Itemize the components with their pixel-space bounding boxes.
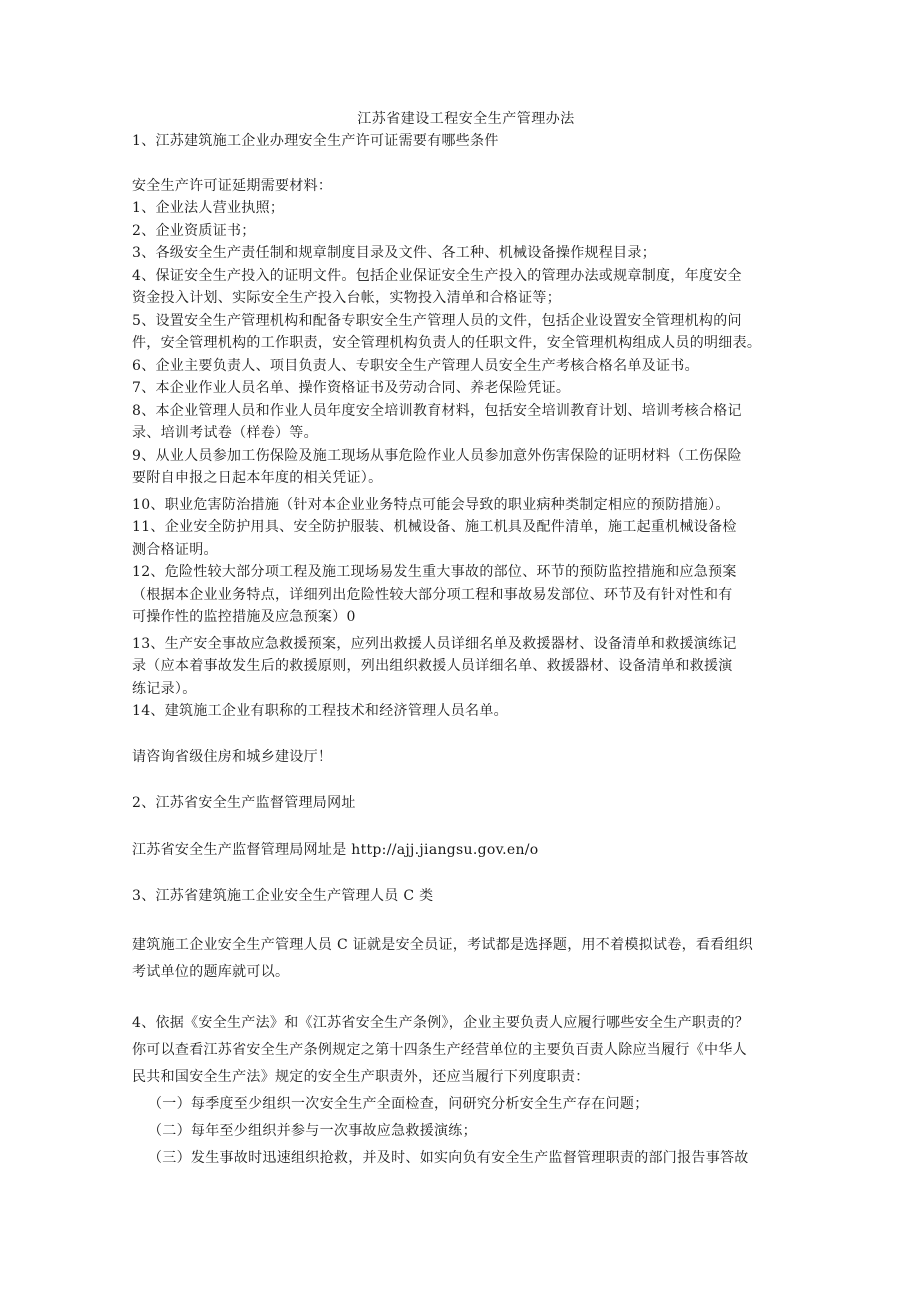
spacer [132, 723, 800, 746]
spacer [132, 986, 800, 1010]
list-item-line: 5、设置安全生产管理机构和配备专职安全生产管理人员的文件，包括企业设置安全管理机构的问 [132, 312, 742, 329]
list-item [132, 220, 800, 243]
list-item [132, 516, 800, 561]
list-item-line: 测合格证明。 [132, 541, 218, 558]
list-item-line: 4、保证安全生产投入的证明文件。包括企业保证安全生产投入的管理办法或规章制度，年度安全 [132, 267, 742, 284]
list-item-line: 13、生产安全事故应急救援预案，应列出救援人员详细名单及救援器材、设备清单和救援演练记 [132, 635, 737, 652]
list-item [132, 197, 800, 220]
q1-intro: 安全生产许可证延期需要材料： [132, 177, 333, 194]
list-item [132, 633, 800, 701]
q2-answer: 江苏省安全生产监督管理局网址是 http://ajj.jiangsu.gov.en/o [132, 841, 539, 858]
list-item-line: 3、各级安全生产责任制和规章制度目录及文件、各工种、机械设备操作规程目录； [132, 245, 657, 261]
q4-duty-item: （一）每季度至少组织一次安全生产全面检查，问研究分析安全生产存在问题； [148, 1095, 649, 1112]
list-item-line: 8、本企业管理人员和作业人员年度安全培训教育材料，包括安全培训教育计划、培训考核合格记 [132, 402, 742, 419]
list-item-line: 录（应本着事故发生后的救援原则，列出组织救援人员详细名单、救援器材、设备清单和救援演 [132, 658, 733, 674]
q3-answer-line: 建筑施工企业安全生产管理人员 C 证就是安全员证，考试都是选择题，用不着模拟试卷，看看组织 [132, 936, 754, 953]
spacer [132, 153, 800, 175]
list-item [132, 242, 800, 265]
q4-duty-item: （三）发生事故时迅速组织抢救，并及时、如实向负有安全生产监督管理职责的部门报告事答故 [148, 1149, 749, 1166]
list-item-line: 7、本企业作业人员名单、操作资格证书及劳动合同、养老保险凭证。 [132, 380, 571, 396]
list-item-line: 件，安全管理机构的工作职责，安全管理机构负责人的任职文件，安全管理机构组成人员的明细表。 [132, 335, 762, 351]
q3-heading: 3、江苏省建筑施工企业安全生产管理人员 C 类 [132, 888, 434, 904]
list-item-line: 9、从业人员参加工伤保险及施工现场从事危险作业人员参加意外伤害保险的证明材料（工伤保险 [132, 447, 742, 464]
q4-heading: 4、依据《安全生产法》和《江苏省安全生产条例》，企业主要负责人应履行哪些安全生产职责的？ [132, 1014, 750, 1031]
spacer [132, 908, 800, 932]
list-item-line: 10、职业危害防治措施（针对本企业业务特点可能会导致的职业病种类制定相应的预防措施）。 [132, 496, 730, 513]
list-item [132, 494, 800, 517]
list-item [132, 400, 800, 445]
list-item [132, 700, 800, 723]
list-item [132, 355, 800, 378]
list-item [132, 377, 800, 400]
spacer [132, 861, 800, 885]
list-item-line: （根据本企业业务特点，详细列出危险性较大部分项工程和事故易发部位、环节及有针对性和有 [132, 586, 733, 603]
document-page [132, 108, 800, 1172]
document-title: 江苏省建设工程安全生产管理办法 [357, 111, 575, 127]
q1-heading: 1、江苏建筑施工企业办理安全生产许可证需要有哪些条件 [132, 133, 499, 149]
list-item [132, 561, 800, 629]
list-item-line: 1、企业法人营业执照； [132, 200, 285, 216]
list-item-line: 11、企业安全防护用具、安全防护服装、机械设备、施工机具及配件清单，施工起重机械设备检 [132, 519, 737, 535]
q4-answer-line: 民共和国安全生产法》规定的安全生产职责外，还应当履行下列度职责： [132, 1068, 590, 1085]
list-item-line: 14、建筑施工企业有职称的工程技术和经济管理人员名单。 [132, 703, 508, 719]
list-item [132, 310, 800, 355]
list-item [132, 445, 800, 490]
q3-answer [132, 932, 800, 986]
list-item-line: 12、危险性较大部分项工程及施工现场易发生重大事故的部位、环节的预防监控措施和应急预案 [132, 564, 737, 580]
spacer [132, 768, 800, 792]
q4-block [132, 1010, 800, 1172]
list-item-line: 6、企业主要负责人、项目负责人、专职安全生产管理人员安全生产考核合格名单及证书。 [132, 357, 699, 374]
q3-answer-line: 考试单位的题库就可以。 [132, 963, 290, 980]
list-item-line: 可操作性的监控措施及应急预案）0 [132, 609, 356, 625]
spacer [132, 815, 800, 839]
q4-duty-item: （二）每年至少组织并参与一次事故应急救援演练； [148, 1122, 477, 1139]
q1-note: 请咨询省级住房和城乡建设厅！ [132, 748, 333, 765]
q4-answer-line: 你可以查看江苏省安全生产条例规定之第十四条生产经营单位的主要负百责人除应当履行《中华人 [132, 1041, 747, 1058]
list-item-line: 2、企业资质证书； [132, 222, 256, 239]
list-item-line: 练记录）。 [132, 680, 197, 697]
list-item-line: 录、培训考试卷（样卷）等。 [132, 425, 318, 441]
list-item-line: 要附自申报之日起本年度的相关凭证）。 [132, 470, 383, 486]
list-item [132, 265, 800, 310]
q2-heading: 2、江苏省安全生产监督管理局网址 [132, 795, 356, 811]
list-item-line: 资金投入计划、实际安全生产投入台帐，实物投入清单和合格证等； [132, 290, 561, 306]
